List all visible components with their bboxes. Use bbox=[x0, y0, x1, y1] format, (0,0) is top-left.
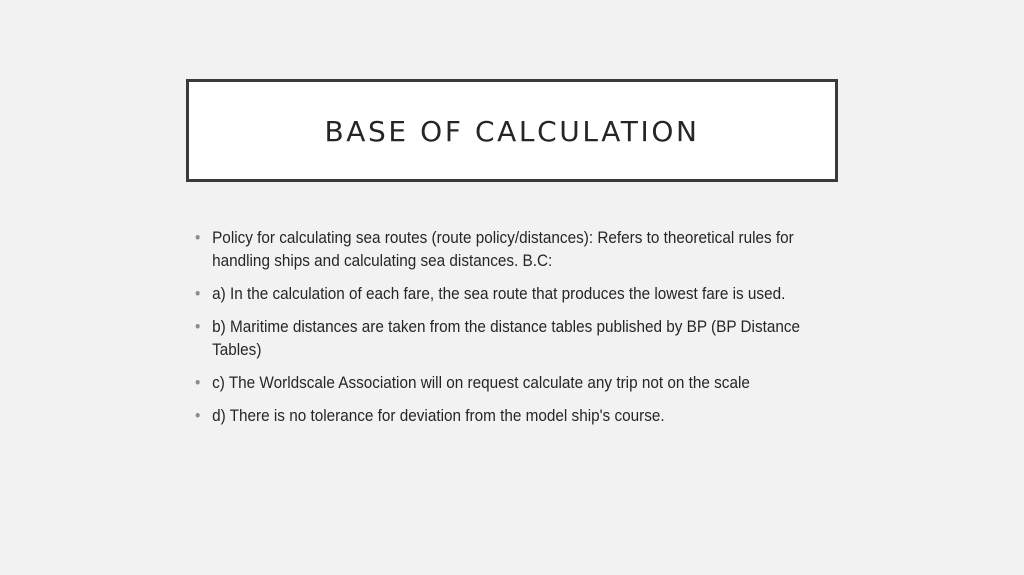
bullet-item bbox=[195, 371, 847, 394]
bullet-item bbox=[195, 404, 847, 427]
bullet-dot-icon: • bbox=[195, 228, 201, 247]
bullet-dot-icon: • bbox=[195, 317, 201, 336]
bullet-item bbox=[195, 226, 847, 272]
title-box bbox=[186, 79, 838, 182]
bullet-text: a) In the calculation of each fare, the sea route that produces the lowest fare is used. bbox=[212, 284, 786, 303]
bullet-text: b) Maritime distances are taken from the distance tables published by BP (BP Distance Tables) bbox=[212, 317, 801, 359]
bullet-text: d) There is no tolerance for deviation from the model ship's course. bbox=[212, 406, 665, 425]
bullet-text: c) The Worldscale Association will on request calculate any trip not on the scale bbox=[212, 373, 750, 392]
bullet-dot-icon: • bbox=[195, 373, 201, 392]
bullet-text: Policy for calculating sea routes (route policy/distances): Refers to theoretical rules for handling ships and calculating sea distances. B.C: bbox=[212, 228, 794, 270]
bullet-item bbox=[195, 282, 847, 305]
slide-title: BASE OF CALCULATION bbox=[324, 115, 700, 148]
bullet-dot-icon: • bbox=[195, 406, 201, 425]
bullet-item bbox=[195, 315, 847, 361]
bullet-list bbox=[195, 226, 835, 437]
bullet-dot-icon: • bbox=[195, 284, 201, 303]
